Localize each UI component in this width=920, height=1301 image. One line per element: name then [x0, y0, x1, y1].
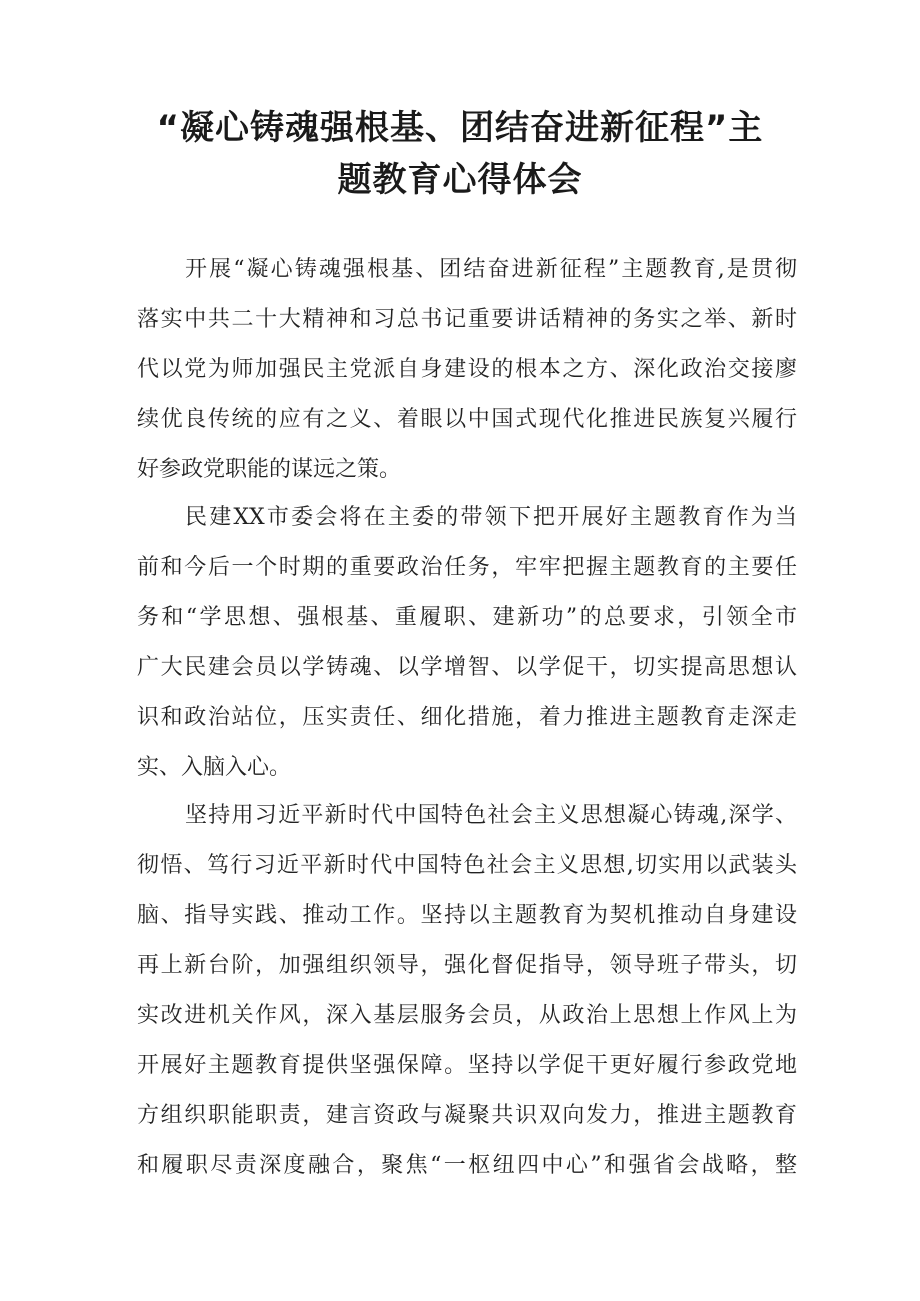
paragraph-2-line-6: 实、入脑入心。: [137, 755, 292, 780]
document-title-line-2: 题教育心得体会: [337, 160, 583, 200]
paragraph-1-line-4: 续优良传统的应有之义、着眼以中国式现代化推进民族复兴履行: [137, 407, 797, 432]
paragraph-3-line-1: 坚持用习近平新时代中国特色社会主义思想凝心铸魂,深学、: [185, 803, 797, 828]
paragraph-1-line-2: 落实中共二十大精神和习总书记重要讲话精神的务实之举、新时: [137, 307, 797, 332]
document-title-line-1: “凝心铸魂强根基、团结奋进新征程”主: [156, 108, 764, 148]
paragraph-3-line-7: 方组织职能职责，建言资政与凝聚共识双向发力，推进主题教育: [137, 1103, 797, 1128]
paragraph-3-line-5: 实改进机关作风，深入基层服务会员，从政治上思想上作风上为: [137, 1003, 797, 1028]
paragraph-1-line-3: 代以党为师加强民主党派自身建设的根本之方、深化政治交接廖: [137, 357, 797, 382]
paragraph-3-line-2: 彻悟、笃行习近平新时代中国特色社会主义思想,切实用以武装头: [137, 853, 797, 878]
paragraph-2-line-5: 识和政治站位，压实责任、细化措施，着力推进主题教育走深走: [137, 705, 797, 730]
paragraph-2-line-4: 广大民建会员以学铸魂、以学增智、以学促干，切实提高思想认: [137, 655, 797, 680]
paragraph-3-line-4: 再上新台阶，加强组织领导，强化督促指导，领导班子带头，切: [137, 953, 797, 978]
paragraph-3-line-3: 脑、指导实践、推动工作。坚持以主题教育为契机推动自身建设: [137, 903, 797, 928]
paragraph-2-line-3: 务和“学思想、强根基、重履职、建新功”的总要求，引领全市: [137, 605, 797, 630]
paragraph-2-line-2: 前和今后一个时期的重要政治任务，牢牢把握主题教育的主要任: [137, 555, 797, 580]
paragraph-1-line-1: 开展“凝心铸魂强根基、团结奋进新征程”主题教育,是贯彻: [185, 257, 797, 282]
paragraph-3-line-6: 开展好主题教育提供坚强保障。坚持以学促干更好履行参政党地: [137, 1053, 797, 1078]
paragraph-2-line-1: 民建XX市委会将在主委的带领下把开展好主题教育作为当: [185, 505, 797, 530]
paragraph-3-line-8: 和履职尽责深度融合，聚焦“一枢纽四中心”和强省会战略，整: [137, 1153, 797, 1178]
paragraph-1-line-5: 好参政党职能的谋远之策。: [137, 457, 402, 482]
